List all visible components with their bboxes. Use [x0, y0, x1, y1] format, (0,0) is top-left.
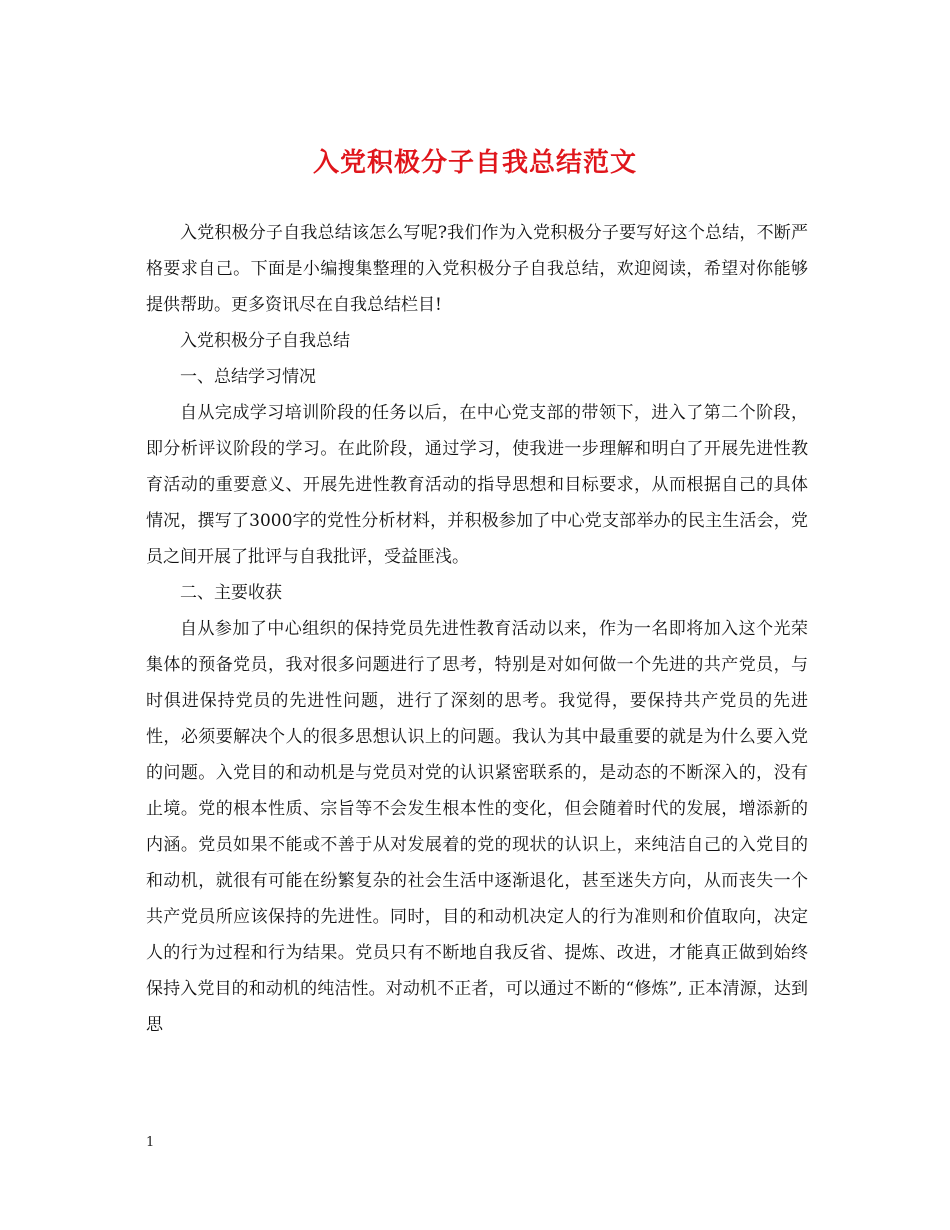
document-title: 入党积极分子自我总结范文 — [312, 148, 637, 178]
gains-paragraph: 自从参加了中心组织的保持党员先进性教育活动以来，作为一名即将加入这个光荣集体的预备党员，我对很多问题进行了思考，特别是对如何做一个先进的共产党员，与时俱进保持党员的先进性问题，进行了深刻的思考。我觉得，要保持共产党员的先进性，必须要解决个人的很多思想认识上的问题。我认为其中最重要的就是为什么要入党的问题。入党目的和动机是与党员对党的认识紧密联系的，是动态的不断深入的，没有止境。党的根本性质、宗旨等不会发生根本性的变化，但会随着时代的发展，增添新的内涵。党员如果不能或不善于从对发展着的党的现状的认识上，来纯洁自己的入党目的和动机，就很有可能在纷繁复杂的社会生活中逐渐退化，甚至迷失方向，从而丧失一个共产党员所应该保持的先进性。同时，目的和动机决定人的行为准则和价值取向，决定人的行为过程和行为结果。党员只有不断地自我反省、提炼、改进，才能真正做到始终保持入党目的和动机的纯洁性。对动机不正者，可以通过不断的“修炼”, 正本清源，达到思 — [146, 619, 808, 1035]
section-heading-summary: 入党积极分子自我总结 — [180, 331, 350, 351]
section-heading-study: 一、总结学习情况 — [180, 367, 316, 387]
page-number: 1 — [146, 1135, 155, 1150]
study-paragraph: 自从完成学习培训阶段的任务以后，在中心党支部的带领下，进入了第二个阶段，即分析评议阶段的学习。在此阶段，通过学习，使我进一步理解和明白了开展先进性教育活动的重要意义、开展先进性教育活动的指导思想和目标要求，从而根据自己的具体情况，撰写了3000字的党性分析材料，并积极参加了中心党支部举办的民主生活会，党员之间开展了批评与自我批评，受益匪浅。 — [146, 403, 808, 567]
intro-paragraph: 入党积极分子自我总结该怎么写呢?我们作为入党积极分子要写好这个总结，不断严格要求自己。下面是小编搜集整理的入党积极分子自我总结，欢迎阅读，希望对你能够提供帮助。更多资讯尽在自我总结栏目! — [146, 223, 808, 315]
section-heading-gains: 二、主要收获 — [180, 583, 282, 603]
document-body — [146, 215, 808, 1043]
